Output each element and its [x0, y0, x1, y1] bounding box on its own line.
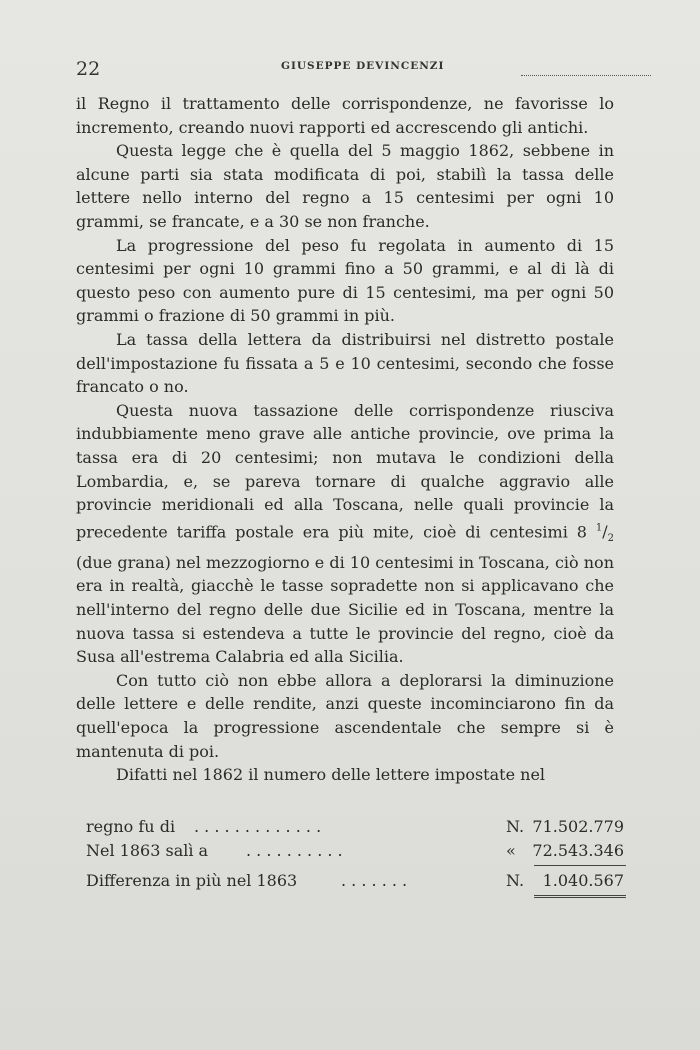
- paragraph-2: Questa legge che è quella del 5 maggio 1862, sebbene in alcune parti sia stata modificata di poi, stabilì la tassa delle lettere nello interno del regno a 15 centesimi per ogni 10 grammi, se francate, e a 30 se non franche.: [76, 141, 614, 231]
- body-text: [76, 92, 614, 787]
- paragraph-5: [76, 399, 614, 669]
- fraction-one-half: $^1/_2$: [595, 522, 614, 545]
- stat-prefix: N.: [506, 871, 525, 890]
- stat-row-1863: [86, 841, 626, 865]
- paragraph-5-after: (due grana) nel mezzogiorno e di 10 centesimi in Toscana, ciò non era in realtà, giacchè le tasse sopradette non si applicavano che nell'interno del regno delle due Sicilie ed in Toscana, mentre la nuova tassa si estendeva a tutte le provincie del regno, cioè da Susa all'estrema Calabria ed alla Sicilia.: [76, 552, 614, 667]
- paragraph-5-before: Questa nuova tassazione delle corrispondenze riusciva indubbiamente meno grave alle antiche provincie, ove prima la tassa era di 20 centesimi; non mutava le condizioni della Lombardia, e, se pareva tornare di qualche aggravio alle provincie meridionali ed alla Toscana, nelle quali provincie la precedente tariffa postale era più mite, cioè di centesimi 8: [76, 400, 614, 542]
- fraction-numerator: 1: [595, 522, 603, 534]
- paragraph-1: il Regno il trattamento delle corrispondenze, ne favorisse lo incremento, creando nuovi rapporti ed accrescendo gli antichi.: [76, 94, 614, 137]
- stat-label: regno fu di: [86, 817, 176, 836]
- sum-rule: [534, 865, 626, 866]
- stat-value: 72.543.346: [532, 841, 624, 860]
- stat-leader-dots: . . . . . . . . . .: [246, 841, 343, 860]
- header-dotted-rule: [521, 75, 651, 76]
- paragraph-3: La progressione del peso fu regolata in aumento di 15 centesimi per ogni 10 grammi fino a 50 grammi, e al di là di questo peso con aumento pure di 15 centesimi, ma per ogni 50 grammi o frazione di 50 grammi in più.: [76, 235, 614, 326]
- stat-leader-dots: . . . . . . .: [341, 871, 408, 890]
- fraction-denominator: 2: [607, 533, 614, 545]
- stat-row-difference: [86, 871, 626, 895]
- running-head: GIUSEPPE DEVINCENZI: [281, 60, 445, 72]
- stat-prefix: «: [506, 841, 516, 860]
- stat-value: 1.040.567: [542, 871, 624, 890]
- page-number: 22: [76, 58, 101, 80]
- stat-prefix: N.: [506, 817, 525, 836]
- letters-statistics: [86, 817, 626, 895]
- stat-value: 71.502.779: [532, 817, 624, 836]
- stat-label: Differenza in più nel 1863: [86, 871, 298, 890]
- paragraph-4: La tassa della lettera da distribuirsi nel distretto postale dell'impostazione fu fissata a 5 e 10 centesimi, secondo che fosse francato o no.: [76, 329, 614, 397]
- paragraph-7: Difatti nel 1862 il numero delle lettere impostate nel: [116, 765, 546, 785]
- page-header: [76, 56, 632, 86]
- stat-row-1862: [86, 817, 626, 841]
- stat-leader-dots: . . . . . . . . . . . . .: [194, 817, 322, 836]
- paragraph-6: Con tutto ciò non ebbe allora a deplorarsi la diminuzione delle lettere e delle rendite, anzi queste incominciarono fin da quell'epoca la progressione ascendentale che sempre si è mantenuta di poi.: [76, 670, 614, 761]
- stat-label: Nel 1863 salì a: [86, 841, 209, 860]
- total-double-rule: [534, 895, 626, 898]
